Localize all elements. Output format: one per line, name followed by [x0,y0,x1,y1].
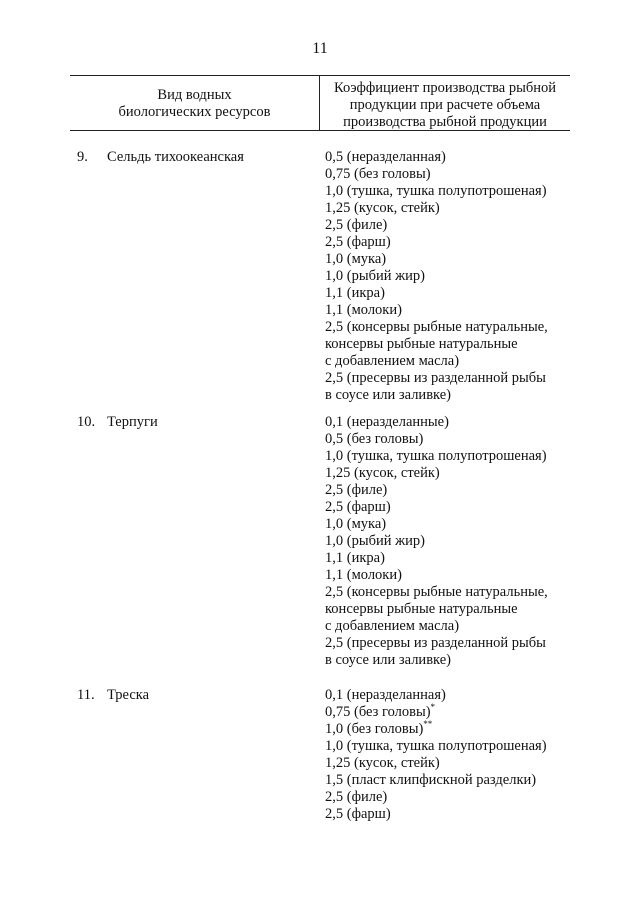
coefficient-line [325,584,570,601]
coefficient-text: 1,1 (молоки) [325,567,402,583]
coefficient-text: 2,5 (филе) [325,789,388,805]
coefficient-text: 0,75 (без головы) [325,704,431,720]
coefficient-line [325,806,570,823]
coefficient-line [325,789,570,806]
coefficient-line [325,635,570,652]
coefficient-line [325,652,570,669]
coefficient-text: с добавлением масла) [325,353,460,369]
coefficient-line [325,285,570,302]
coefficient-line [325,387,570,404]
header-coefficient-column [320,80,570,131]
coefficient-line [325,755,570,772]
coefficient-line [325,149,570,166]
coefficient-line [325,567,570,584]
coefficient-text: консервы рыбные натуральные [325,601,518,617]
coefficient-line [325,704,570,721]
coefficient-text: 1,1 (икра) [325,550,385,566]
coefficient-text: 0,1 (неразделанные) [325,414,449,430]
coefficient-text: 2,5 (консервы рыбные натуральные, [325,584,548,600]
coefficient-text: 0,5 (без головы) [325,431,424,447]
table-top-rule [70,75,570,76]
header-coefficient-line: продукции при расчете объема [349,97,541,113]
coefficient-line [325,431,570,448]
coefficient-text: 2,5 (пресервы из разделанной рыбы [325,635,546,651]
coefficient-text: 2,5 (пресервы из разделанной рыбы [325,370,546,386]
coefficient-text: 1,25 (кусок, стейк) [325,755,440,771]
coefficient-line [325,499,570,516]
coefficient-text: 1,0 (тушка, тушка полупотрошеная) [325,448,547,464]
row-number: 9. [77,149,88,165]
header-coefficient-line: производства рыбной продукции [343,114,547,130]
coefficient-line [325,353,570,370]
coefficient-line [325,234,570,251]
species-name: Терпуги [107,414,158,430]
coefficient-text: в соусе или заливке) [325,652,451,668]
coefficient-list [325,149,570,404]
coefficient-text: 1,0 (тушка, тушка полупотрошеная) [325,738,547,754]
coefficient-line [325,465,570,482]
coefficient-line [325,772,570,789]
header-coefficient-line: Коэффициент производства рыбной [334,80,556,96]
coefficient-text: 1,0 (без головы) [325,721,424,737]
coefficient-line [325,738,570,755]
coefficient-text: 0,75 (без головы) [325,166,431,182]
row-number: 11. [77,687,95,703]
species-name: Сельдь тихоокеанская [107,149,244,165]
header-species-line: биологических ресурсов [118,104,271,120]
coefficient-line [325,687,570,704]
coefficient-text: 2,5 (консервы рыбные натуральные, [325,319,548,335]
coefficient-text: 2,5 (филе) [325,217,388,233]
coefficient-text: с добавлением масла) [325,618,460,634]
coefficient-text: 1,0 (мука) [325,251,387,267]
coefficient-text: 1,5 (пласт клипфискной разделки) [325,772,537,788]
coefficient-text: в соусе или заливке) [325,387,451,403]
coefficient-line [325,550,570,567]
coefficient-text: 1,0 (рыбий жир) [325,533,425,549]
coefficient-line [325,482,570,499]
coefficient-text: 0,5 (неразделанная) [325,149,446,165]
coefficient-text: 2,5 (фарш) [325,234,391,250]
coefficient-line [325,370,570,387]
header-species-column [70,87,319,121]
coefficient-line [325,319,570,336]
coefficient-line [325,721,570,738]
coefficient-line [325,618,570,635]
coefficient-text: 1,1 (икра) [325,285,385,301]
coefficient-text: 1,0 (тушка, тушка полупотрошеная) [325,183,547,199]
coefficient-line [325,516,570,533]
coefficient-list [325,414,570,669]
row-number: 10. [77,414,96,430]
page-number: 11 [312,40,328,57]
coefficient-text: 0,1 (неразделанная) [325,687,446,703]
coefficient-text: 1,0 (мука) [325,516,387,532]
coefficient-line [325,251,570,268]
footnote-marker: * [430,702,436,712]
coefficient-list [325,687,570,823]
coefficient-line [325,268,570,285]
coefficient-line [325,448,570,465]
coefficient-line [325,217,570,234]
coefficient-text: 2,5 (фарш) [325,806,391,822]
footnote-marker: ** [423,719,433,729]
coefficient-text: 2,5 (филе) [325,482,388,498]
coefficient-line [325,336,570,353]
species-name: Треска [107,687,150,703]
coefficient-line [325,166,570,183]
coefficient-line [325,601,570,618]
coefficient-text: 1,0 (рыбий жир) [325,268,425,284]
coefficient-text: 1,1 (молоки) [325,302,402,318]
coefficient-line [325,414,570,431]
coefficient-line [325,200,570,217]
coefficient-text: 1,25 (кусок, стейк) [325,465,440,481]
coefficient-line [325,183,570,200]
header-species-line: Вид водных [157,87,232,103]
coefficient-text: консервы рыбные натуральные [325,336,518,352]
coefficient-line [325,533,570,550]
coefficient-text: 2,5 (фарш) [325,499,391,515]
coefficient-text: 1,25 (кусок, стейк) [325,200,440,216]
coefficient-line [325,302,570,319]
